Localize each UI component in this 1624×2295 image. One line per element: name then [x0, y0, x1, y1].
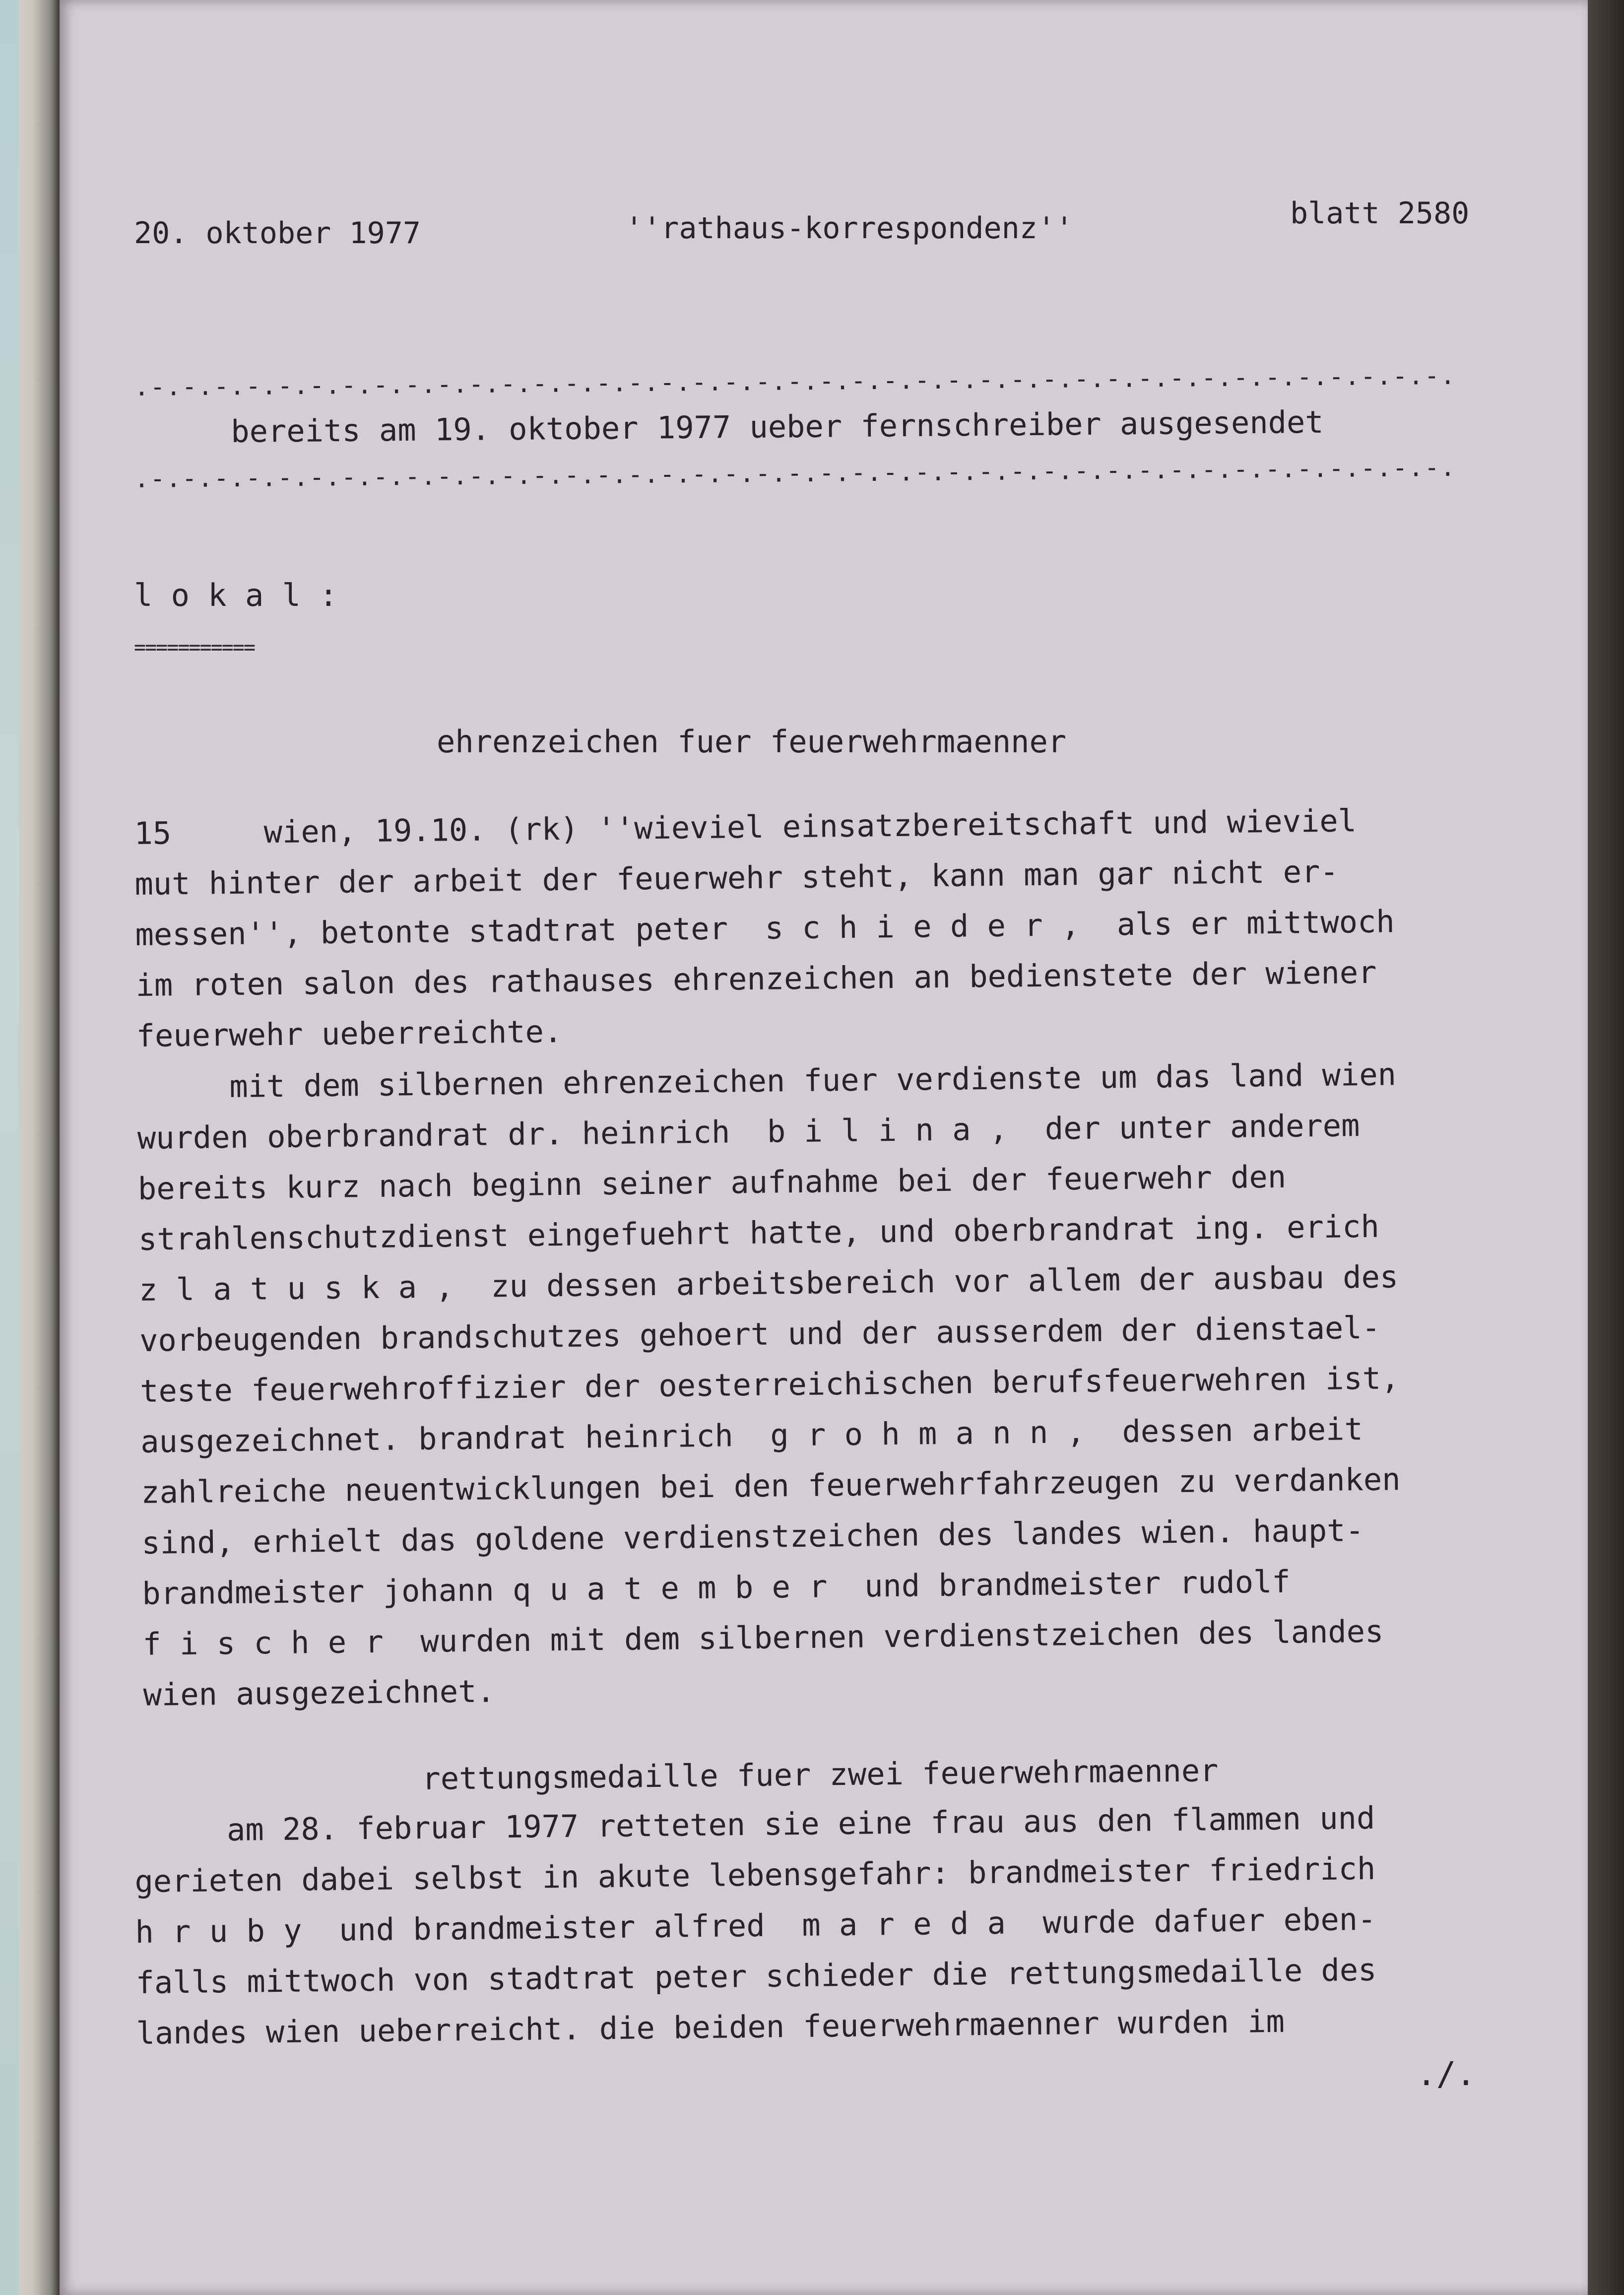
body-line: falls mittwoch von stadtrat peter schieder die rettungsmedaille des — [135, 1951, 1377, 2001]
body-line: 15 wien, 19.10. (rk) ''wieviel einsatzbereitschaft und wieviel — [134, 802, 1357, 852]
body-line: mut hinter der arbeit der feuerwehr steht, kann man gar nicht er- — [134, 853, 1339, 902]
body-line: strahlenschutzdienst eingefuehrt hatte, und oberbrandrat ing. erich — [138, 1208, 1380, 1257]
article-2-title: rettungsmedaille fuer zwei feuerwehrmaenner — [422, 1752, 1219, 1797]
separator-bottom: .-.-.-.-.-.-.-.-.-.-.-.-.-.-.-.-.-.-.-.-.-.-.-.-.-.-.-.-.-.-.-.-.-.-.-.-.-.-.-.-.-. — [134, 453, 1457, 493]
section-underline: =========== — [134, 636, 255, 659]
body-line: landes wien ueberreicht. die beiden feuerwehrmaenner wurden im — [136, 2003, 1285, 2051]
body-line: am 28. februar 1977 retteten sie eine frau aus den flammen und — [134, 1799, 1375, 1849]
header-sheet-number: blatt 2580 — [1290, 196, 1470, 231]
body-line: feuerwehr ueberreichte. — [136, 1013, 563, 1054]
page-edge-shadow — [1588, 0, 1624, 2295]
section-label: l o k a l : — [134, 577, 338, 613]
document-page — [60, 0, 1588, 2295]
body-line: vorbeugenden brandschutzes gehoert und der ausserdem der dienstael- — [139, 1309, 1381, 1359]
body-line: im roten salon des rathauses ehrenzeichen an bedienstete der wiener — [135, 954, 1377, 1003]
body-line: brandmeister johann q u a t e m b e r und brandmeister rudolf — [142, 1563, 1291, 1612]
adjacent-page-strip — [0, 0, 19, 2295]
sent-notice: bereits am 19. oktober 1977 ueber fernschreiber ausgesendet — [231, 403, 1324, 450]
body-line: teste feuerwehroffizier der oesterreichischen berufsfeuerwehren ist, — [139, 1360, 1400, 1409]
body-line: zahlreiche neuentwicklungen bei den feuerwehrfahrzeugen zu verdanken — [140, 1461, 1401, 1510]
body-line: z l a t u s k a , zu dessen arbeitsbereich vor allem der ausbau des — [138, 1258, 1399, 1308]
body-line: wien ausgezeichnet. — [143, 1673, 496, 1713]
body-line: bereits kurz nach beginn seiner aufnahme bei der feuerwehr den — [137, 1158, 1287, 1207]
body-line: ausgezeichnet. brandrat heinrich g r o h m a n n , dessen arbeit — [140, 1411, 1364, 1460]
separator-top: .-.-.-.-.-.-.-.-.-.-.-.-.-.-.-.-.-.-.-.-.-.-.-.-.-.-.-.-.-.-.-.-.-.-.-.-.-.-.-.-.-. — [134, 361, 1457, 401]
body-line: mit dem silbernen ehrenzeichen fuer verdienste um das land wien — [136, 1056, 1397, 1106]
continuation-mark: ./. — [1417, 2055, 1476, 2093]
article-title: ehrenzeichen fuer feuerwehrmaenner — [437, 723, 1067, 760]
body-line: messen'', betonte stadtrat peter s c h i e d e r , als er mittwoch — [135, 903, 1395, 953]
body-line: sind, erhielt das goldene verdienstzeichen des landes wien. haupt- — [141, 1512, 1364, 1561]
header-publication: ''rathaus-korrespondenz'' — [625, 211, 1074, 246]
body-line: gerieten dabei selbst in akute lebensgefahr: brandmeister friedrich — [134, 1850, 1376, 1900]
body-line: f i s c h e r wurden mit dem silbernen verdienstzeichen des landes — [142, 1613, 1384, 1662]
header-date: 20. oktober 1977 — [134, 216, 421, 251]
body-line: h r u b y und brandmeister alfred m a r e d a wurde dafuer eben- — [135, 1901, 1376, 1950]
body-line: wurden oberbrandrat dr. heinrich b i l i n a , der unter anderem — [137, 1107, 1360, 1156]
